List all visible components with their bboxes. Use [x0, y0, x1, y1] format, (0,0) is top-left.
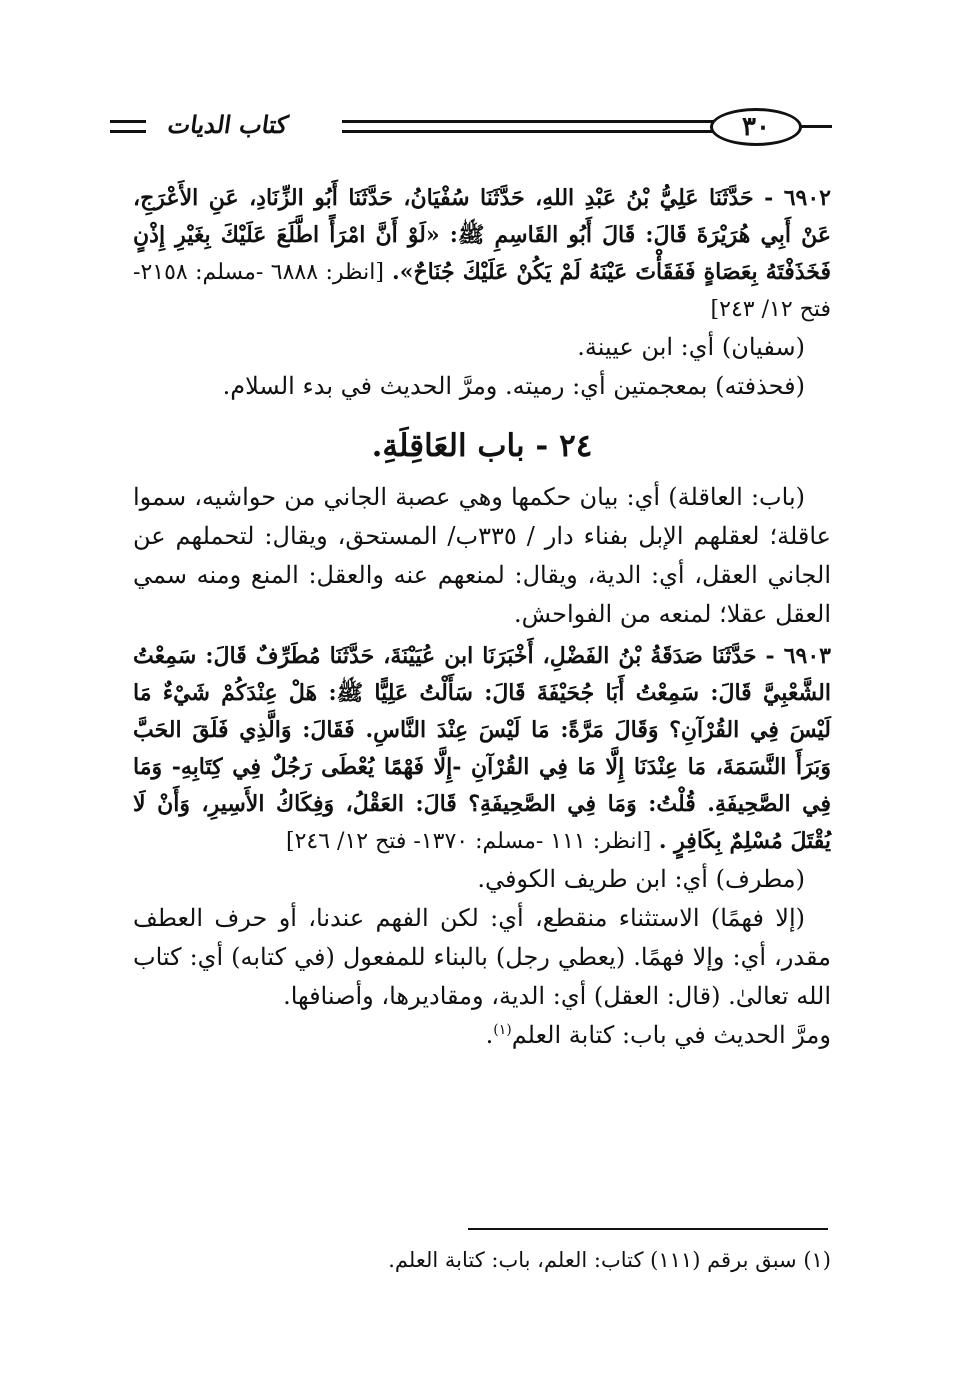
hadith-6902-reference: [انظر: ٦٨٨٨ -مسلم: ٢١٥٨- فتح ١٢/ ٢٤٣]	[133, 260, 831, 322]
hadith-6903-reference: [انظر: ١١١ -مسلم: ١٣٧٠- فتح ١٢/ ٢٤٦]	[285, 829, 652, 854]
footnote: (١) سبق برقم (١١١) كتاب: العلم، باب: كتابة العلم.	[388, 1248, 831, 1272]
page-number: ٣٠	[710, 108, 802, 146]
header-rule-middle-bottom	[342, 130, 714, 133]
hadith-6903	[133, 638, 831, 860]
note-end-period: .	[485, 1021, 494, 1049]
note-kitabat-al-ilm	[133, 1016, 831, 1055]
section-title: ٢٤ - باب العَاقِلَةِ.	[371, 428, 593, 464]
header-rule-right	[800, 125, 832, 128]
book-title: كتاب الديات	[165, 110, 291, 139]
explanation-aqila: (باب: العاقلة) أي: بيان حكمها وهي عصبة الجاني من حواشيه، سموا عاقلة؛ لعقلهم الإبل بفناء دار / ٣٣٥ب/ المستحق، ويقال: لتحملهم عن الجاني العقل، أي: الدية، ويقال: لمنعهم عنه والعقل: المنع ومنه سمي العقل عقلا؛ لمنعه من الفواحش.	[133, 483, 832, 628]
header-rule-middle-top	[342, 120, 714, 123]
note-mutarrif: (مطرف) أي: ابن طريف الكوفي.	[477, 865, 805, 893]
note-fahadhaftahu: (فحذفته) بمعجمتين أي: رميته. ومرَّ الحديث في بدء السلام.	[222, 372, 805, 400]
page-body	[133, 180, 831, 1055]
header-rule-left-top	[110, 120, 146, 123]
hadith-6902	[133, 180, 831, 328]
note-kitabat-al-ilm-text: ومرَّ الحديث في باب: كتابة العلم	[511, 1021, 831, 1049]
hadith-6903-text: ٦٩٠٣ - حَدَّثَنَا صَدَقَةُ بْنُ الفَضْلِ، أَخْبَرَنَا ابن عُيَيْنَةَ، حَدَّثَنَا مُطَرِّفٌ قَالَ: سَمِعْتُ الشَّعْبِيَّ قَالَ: سَمِعْتُ أَبَا جُحَيْفَةَ قَالَ: سَأَلْتُ عَلِيًّا ﷺ: هَلْ عِنْدَكُمْ شَيْءٌ مَا لَيْسَ فِي القُرْآنِ؟ وَقَالَ مَرَّةً: مَا لَيْسَ عِنْدَ النَّاسِ. فَقَالَ: وَالَّذِي فَلَقَ الحَبَّ وَبَرَأَ النَّسَمَةَ، مَا عِنْدَنَا إِلَّا مَا فِي القُرْآنِ -إِلَّا فَهْمًا يُعْطَى رَجُلٌ فِي كِتَابِهِ- وَمَا فِي الصَّحِيفَةِ. قُلْتُ: وَمَا فِي الصَّحِيفَةِ؟ قَالَ: العَقْلُ، وَفِكَاكُ الأَسِيرِ، وَأَنْ لَا يُقْتَلَ مُسْلِمٌ بِكَافِرٍ .	[133, 643, 831, 854]
hadith-6902-text: ٦٩٠٢ - حَدَّثَنَا عَلِيُّ بْنُ عَبْدِ اللهِ، حَدَّثَنَا سُفْيَانُ، حَدَّثَنَا أَبُو الزِّنَادِ، عَنِ الأَعْرَجِ، عَنْ أَبِي هُرَيْرَةَ قَالَ: قَالَ أَبُو القَاسِمِ ﷺ: «لَوْ أَنَّ امْرَأً اطَّلَعَ عَلَيْكَ بِغَيْرِ إِذْنٍ فَخَذَفْتَهُ بِعَصَاةٍ فَفَقَأْتَ عَيْنَهُ لَمْ يَكُنْ عَلَيْكَ جُنَاحٌ».	[133, 185, 831, 285]
note-illa-fahman: (إلا فهمًا) الاستثناء منقطع، أي: لكن الفهم عندنا، أو حرف العطف مقدر، أي: وإلا فهمًا. (يعطي رجل) بالبناء للمفعول (في كتابه) أي: كتاب الله تعالىٰ. (قال: العقل) أي: الدية، ومقاديرها، وأصنافها.	[133, 904, 831, 1010]
header-rule-left-bottom	[110, 130, 146, 133]
page-header	[110, 108, 832, 150]
footnote-separator	[468, 1228, 828, 1230]
footnote-marker[interactable]: (١)	[493, 1022, 512, 1038]
note-sufyan: (سفيان) أي: ابن عيينة.	[577, 333, 805, 361]
